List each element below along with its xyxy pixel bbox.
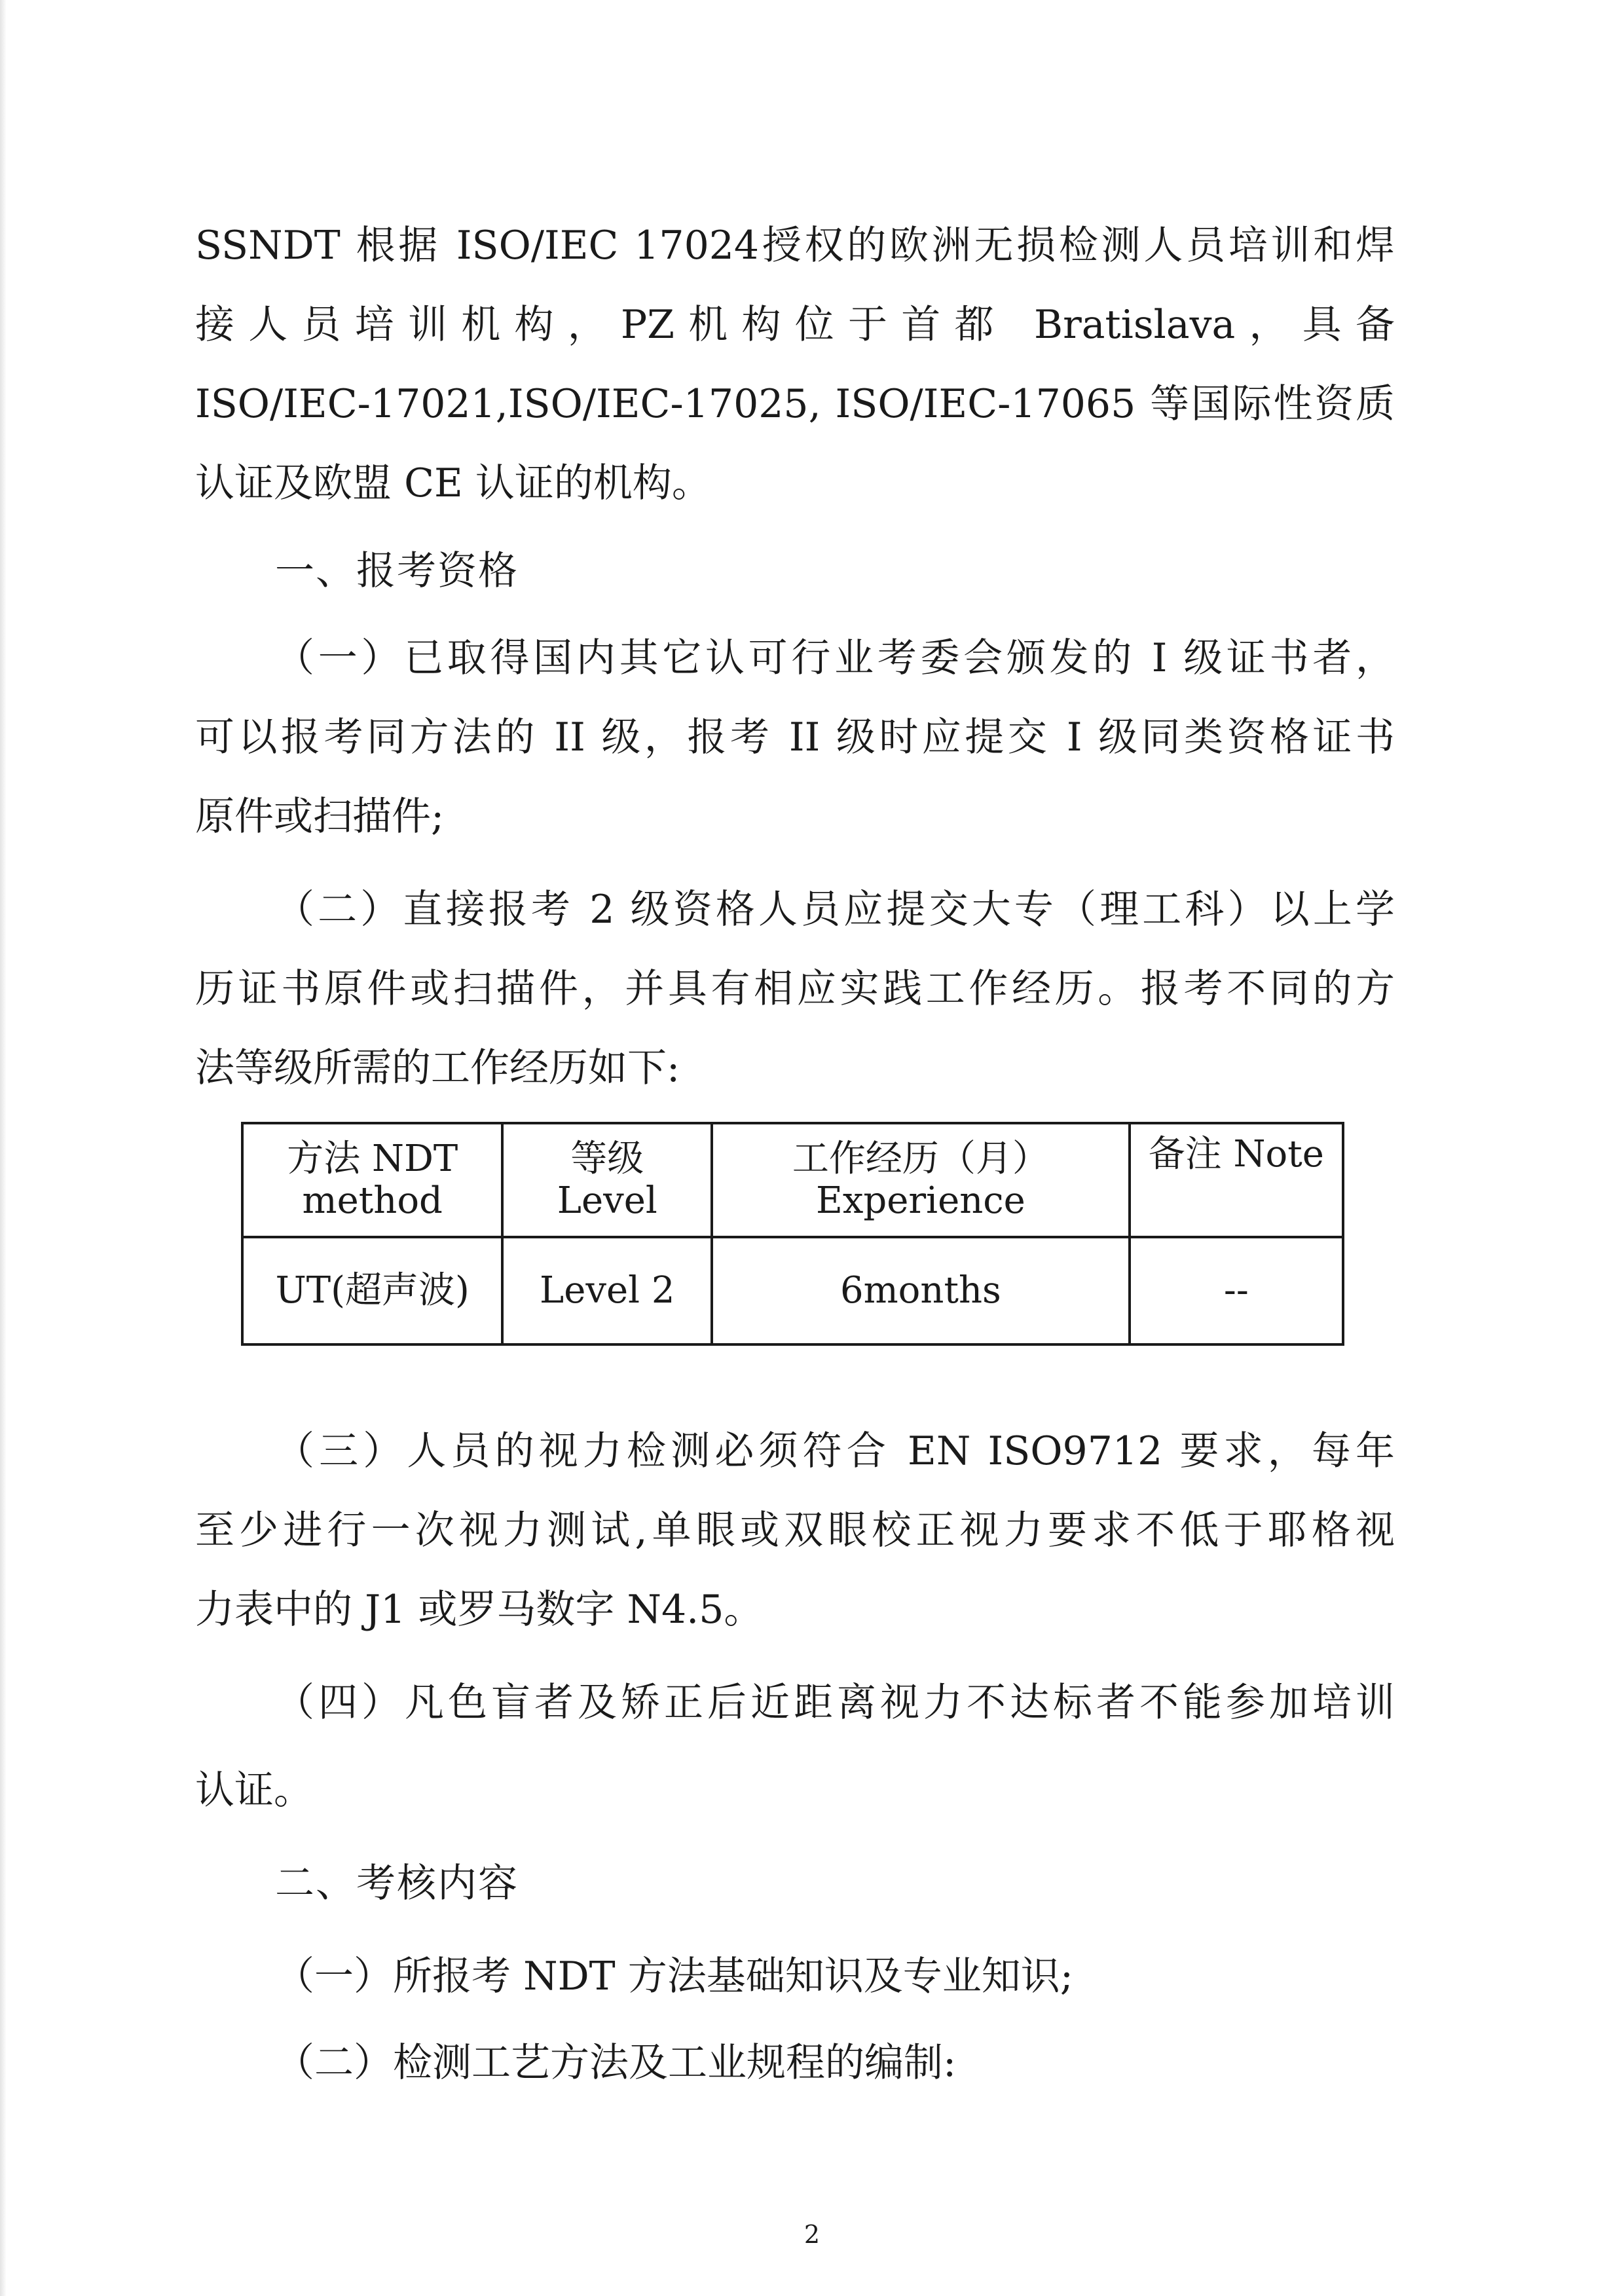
s1-item3-line-2: 至少进行一次视力测试,单眼或双眼校正视力要求不低于耶格视 [195,1508,1395,1553]
s1-item3-line-3: 力表中的 J1 或罗马数字 N4.5。 [195,1587,764,1633]
table-header-row [242,1123,1343,1237]
s1-item3-line-1: （三）人员的视力检测必须符合 EN ISO9712 要求，每年 [275,1428,1395,1474]
header-note-text: 备注 Note [1148,1133,1324,1176]
section-1-heading: 一、报考资格 [275,548,519,594]
cell-method: UT(超声波) [242,1237,502,1344]
s1-item2-line-2: 历证书原件或扫描件，并具有相应实践工作经历。报考不同的方 [195,966,1395,1012]
cell-level: Level 2 [502,1237,712,1344]
header-experience [712,1123,1130,1237]
header-level-cn: 等级 [570,1138,644,1180]
s1-item1-line-1: （一）已取得国内其它认可行业考委会颁发的 I 级证书者， [275,635,1395,681]
s2-item1: （一）所报考 NDT 方法基础知识及专业知识; [275,1953,1073,1999]
s2-item2: （二）检测工艺方法及工业规程的编制: [275,2040,957,2086]
scan-edge-shadow [0,0,7,2296]
header-method-cn: 方法 NDT [287,1138,458,1180]
s1-item2-line-1: （二）直接报考 2 级资格人员应提交大专（理工科）以上学 [275,887,1395,933]
s1-item2-line-3: 法等级所需的工作经历如下: [195,1045,680,1091]
cell-experience: 6months [712,1237,1130,1344]
header-experience-en: Experience [815,1179,1025,1222]
s1-item4-line-1: （四）凡色盲者及矫正后近距离视力不达标者不能参加培训 [275,1680,1395,1726]
intro-line-3: ISO/IEC-17021,ISO/IEC-17025, ISO/IEC-17065 等国际性资质 [195,381,1395,427]
table-row [242,1237,1343,1344]
intro-line-4: 认证及欧盟 CE 认证的机构。 [195,460,711,506]
cell-note: -- [1130,1237,1343,1344]
header-note [1130,1123,1343,1237]
header-method [242,1123,502,1237]
header-method-en: method [302,1179,443,1222]
experience-table [241,1122,1344,1346]
page-number: 2 [803,2220,821,2249]
header-experience-cn: 工作经历（月） [792,1138,1049,1180]
s1-item1-line-3: 原件或扫描件; [195,794,445,840]
header-level-en: Level [557,1179,657,1222]
section-2-heading: 二、考核内容 [275,1861,519,1906]
s1-item1-line-2: 可以报考同方法的 II 级，报考 II 级时应提交 I 级同类资格证书 [195,714,1395,760]
intro-line-1: SSNDT 根据 ISO/IEC 17024授权的欧洲无损检测人员培训和焊 [195,223,1395,268]
s1-item4-line-2: 认证。 [195,1768,313,1813]
intro-line-2: 接人员培训机构，PZ机构位于首都 Bratislava，具备 [195,302,1395,348]
header-level [502,1123,712,1237]
